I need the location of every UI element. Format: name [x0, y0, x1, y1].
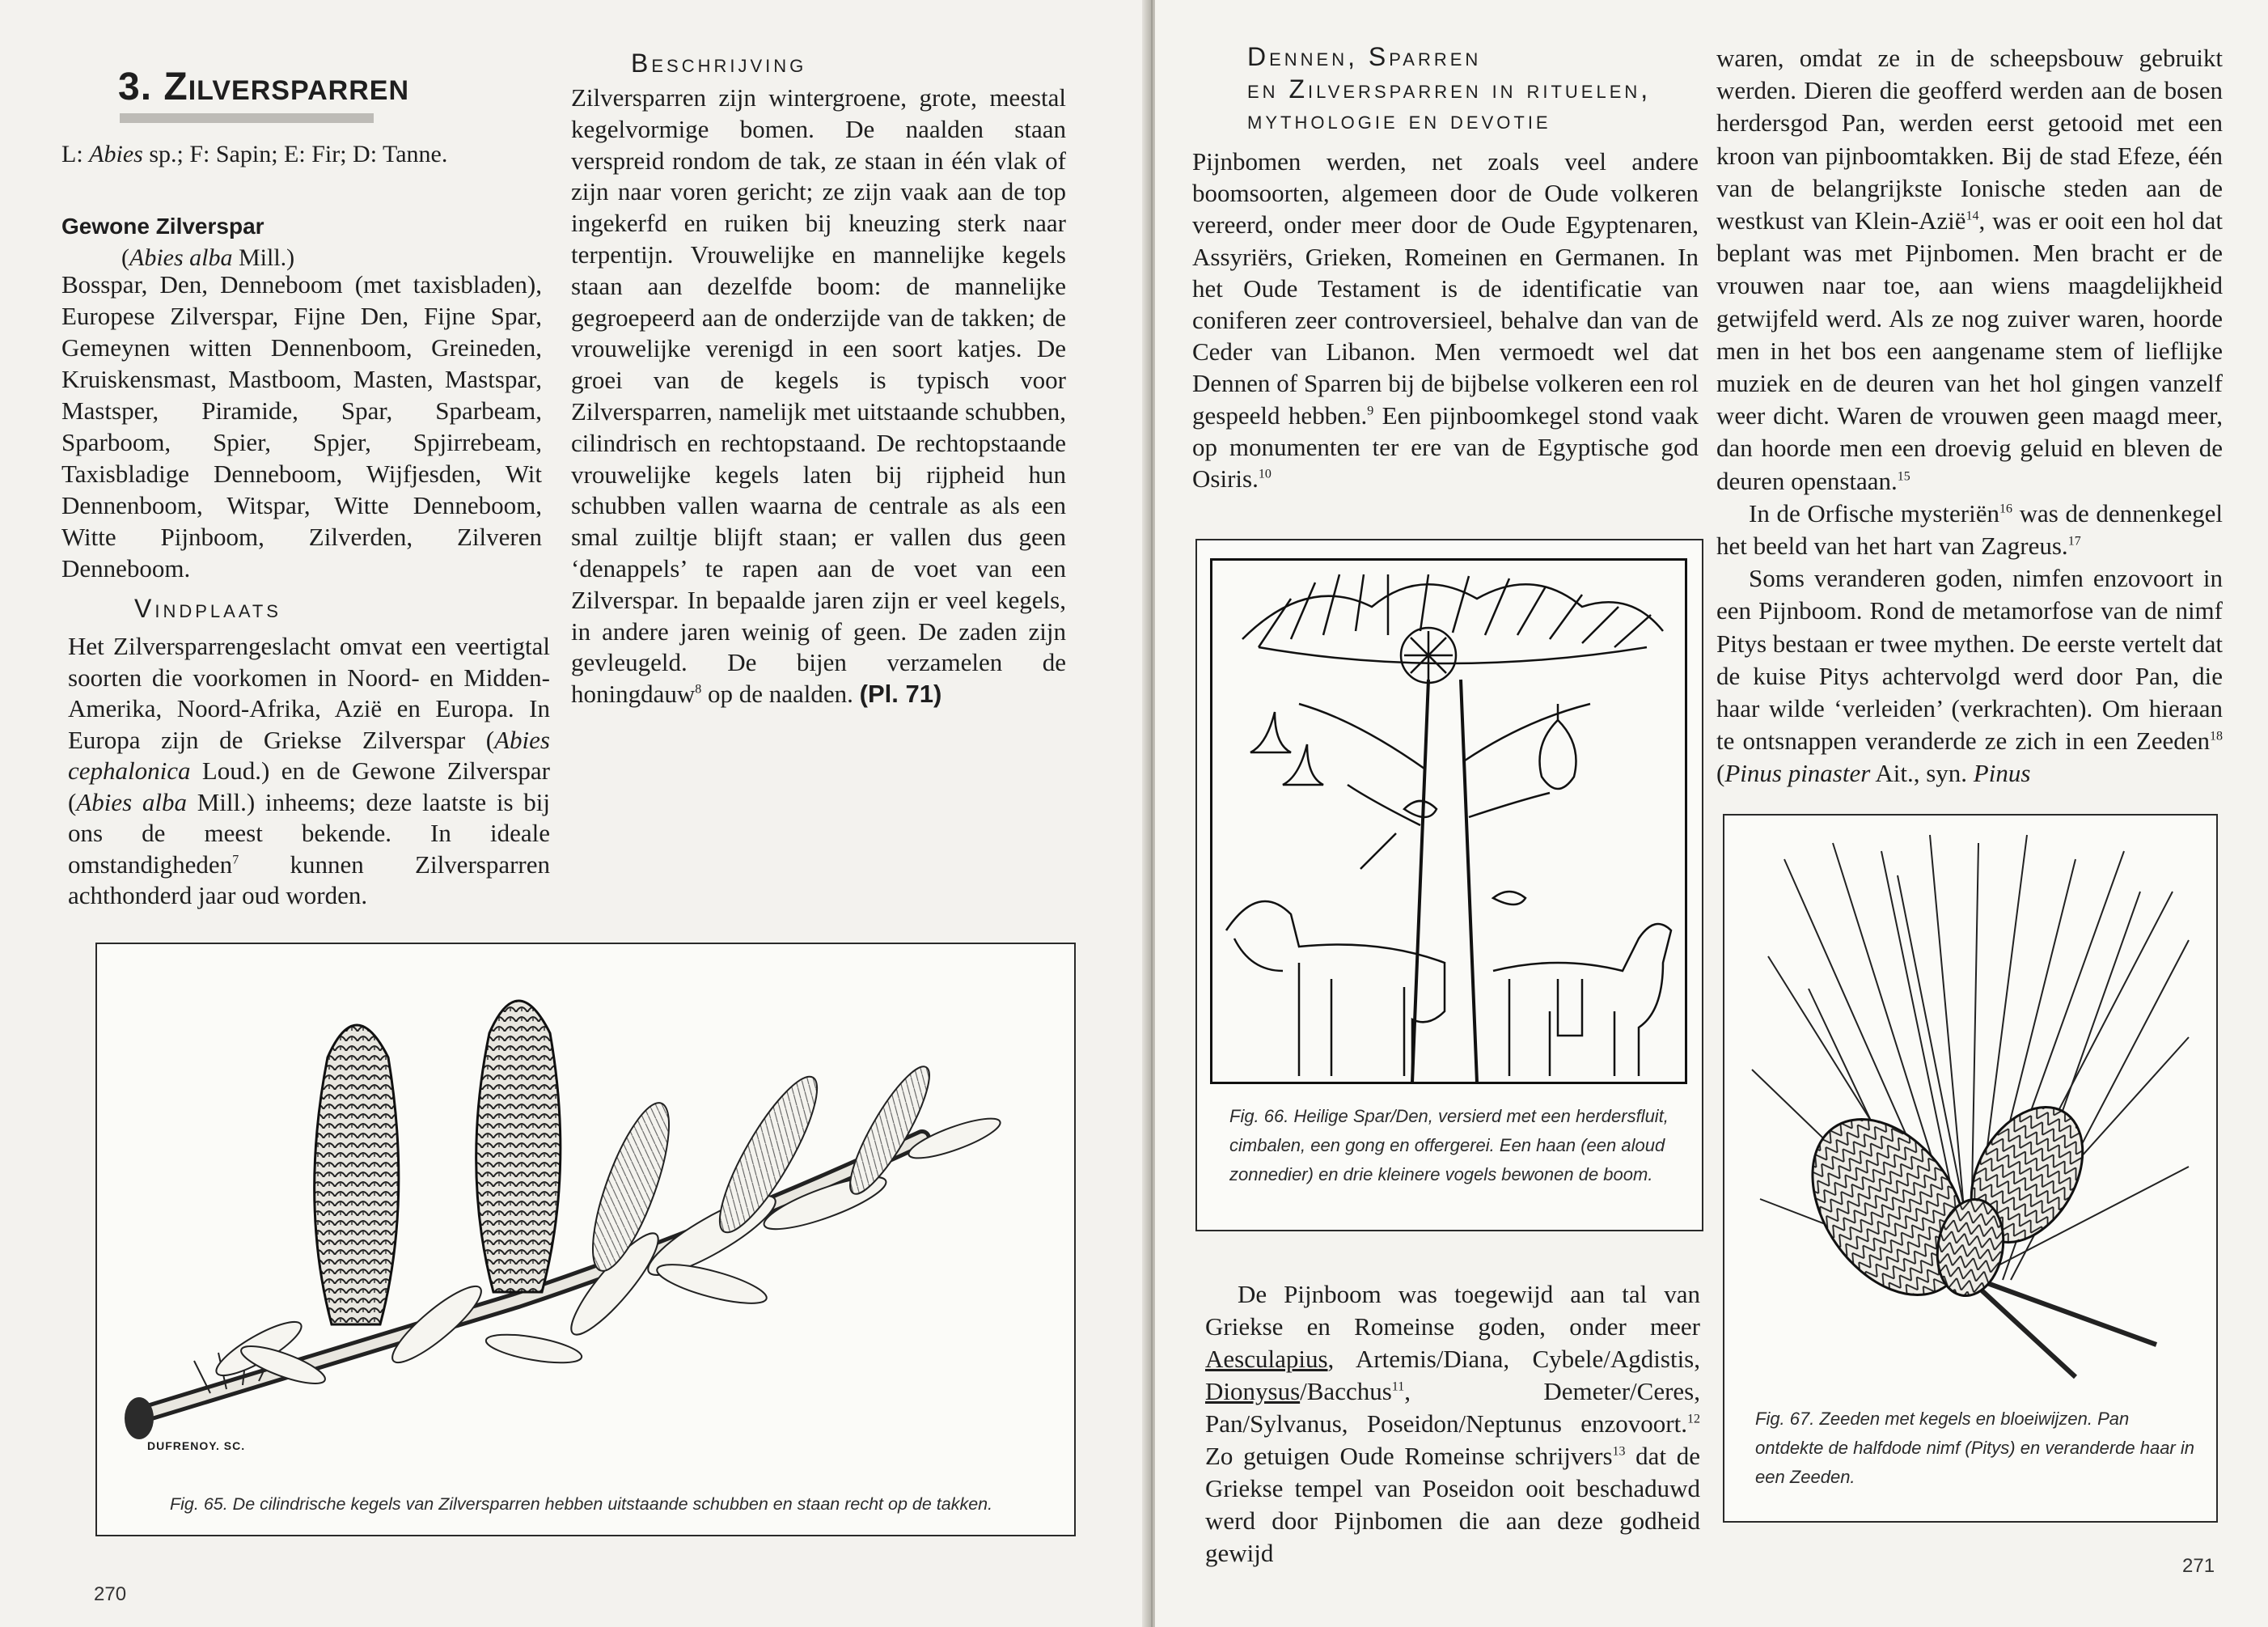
metamorphosis-text: Soms veranderen goden, nimfen enzovoort in een Pijnboom. Rond de metamorfose van de nimf Pitys bestaan er twee mythen. De eerste vertelt dat de kuise Pitys achtervolgd werd door Pan, die haar wilde ‘verleiden’ (verkrachten). Om hieraan te ontsnappen veranderde ze zich in een Zeeden$^{18}$ (Pinus pinaster Ait., syn. Pinus	[1716, 564, 2223, 788]
chapter-title: 3. Zilversparren	[118, 66, 410, 108]
ephesus-text: waren, omdat ze in de scheepsbouw gebruikt werden. Dieren die geofferd werden aan de bosen herdersgod Pan, werden eerst getooid met een kroon van pijnboomtakken. Bij de stad Efeze, één van de belangrijkste Ionische steden aan de westkust van Klein-Azië$^{14}$, was er ooit een hol dat beplant was met Pijnbomen. Men bracht er de vrouwen naar toe, aan wiens maagdelijkheid getwijfeld werd. Als ze nog zuiver waren, hoorde men in het bos een aangename stem of lieflijke muziek en de deuren van het hol gingen vanzelf weer dicht. Waren de vrouwen geen maagd meer, dan hoorde men een droevig geluid en bleven de deuren openstaan.$^{15}$	[1716, 44, 2223, 495]
chapter-title-underline	[120, 113, 374, 123]
vindplaats-text: Het Zilversparrengeslacht omvat een veertigtal soorten die voorkomen in Noord- en Midden-Amerika, Noord-Afrika, Azië en Europa. In Europa zijn de Griekse Zilverspar (Abies cephalonica Loud.) en de Gewone Zilverspar (Abies alba Mill.) inheems; deze laatste is bij ons de meest bekende. In ideale omstandigheden$^7$ kunnen Zilversparren achthonderd jaar oud worden.	[68, 632, 550, 909]
right-column-block	[1716, 42, 2223, 790]
figure-67-caption: Fig. 67. Zeeden met kegels en bloeiwijzen. Pan ontdekte de halfdode nimf (Pitys) en veranderde haar in een Zeeden.	[1755, 1409, 2194, 1487]
intro-text: Pijnbomen werden, net zoals veel andere boomsoorten, algemeen door de Oude volkeren vereerd, onder meer door de Oude Egyptenaren, Assyriërs, Grieken, Romeinen en Germanen. In het Oude Testament is de identificatie van coniferen zeer controversieel, behalve dan van de Ceder van Libanon. Men vermoedt wel dat Dennen of Sparren bij de bijbelse volkeren een rol gespeeld hebben.$^9$ Een pijnboomkegel stond vaak op monumenten ter ere van de Egyptische god Osiris.$^{10}$	[1192, 147, 1699, 494]
figure-65	[95, 943, 1076, 1536]
right-page	[1155, 0, 2268, 1627]
vernacular-names: Bosspar, Den, Denneboom (met taxisbladen), Europese Zilverspar, Fijne Den, Fijne Spar, Gemeynen witten Dennenboom, Greineden, Kruiskensmast, Mastboom, Masten, Mastspar, Mastsper, Piramide, Spar, Sparbeam, Sparboom, Spier, Spjer, Spjirrebeam, Taxisbladige Denneboom, Wijfjesden, Wit Dennenboom, Witspar, Witte Denneboom, Witte Pijnboom, Zilverden, Zilveren Denneboom.	[61, 270, 542, 583]
orphic-text: In de Orfische mysteriën$^{16}$ was de dennenkegel het beeld van het hart van Zagreus.$^{17}$	[1716, 498, 2223, 561]
section-heading-line-3: mythologie en devotie	[1247, 105, 1551, 134]
figure-66-caption: Fig. 66. Heilige Spar/Den, versierd met een herdersfluit, cimbalen, een gong en offergerei. Een haan (een aloud zonnedier) en drie kleinere vogels bewonen de boom.	[1229, 1106, 1669, 1184]
vernacular-names-block	[61, 269, 542, 584]
beschrijving-heading: Beschrijving	[631, 49, 807, 78]
vindplaats-block	[68, 631, 550, 912]
figure-65-caption: Fig. 65. De cilindrische kegels van Zilversparren hebben uitstaande schubben en staan recht op de takken.	[170, 1494, 993, 1514]
maritime-pine-illustration	[1736, 827, 2205, 1393]
sacred-fir-tree-illustration	[1210, 558, 1687, 1084]
species-heading: Gewone Zilverspar	[61, 214, 264, 239]
figure-67	[1723, 814, 2218, 1523]
vindplaats-heading: Vindplaats	[134, 594, 281, 623]
beschrijving-text: Zilversparren zijn wintergroene, grote, meestal kegelvormige bomen. De naalden staan verspreid rondom de tak, ze staan in één vlak of zijn naar voren gericht; ze zijn vaak aan de top ingekerfd en ruiken bij kneuzing sterk naar terpentijn. Vrouwelijke en mannelijke kegels staan aan dezelfde boom: de mannelijke gegroepeerd aan de onderzijde van de takken; de vrouwelijke verenigd in een soort katjes. De groei van de kegels is typisch voor Zilversparren, namelijk met uitstaande schubben, cilindrisch en rechtopstaand. De rechtopstaande vrouwelijke kegels laten bij rijpheid hun schubben vallen waarna de centrale as als een smal zuiltje blijft staan; er vallen dus geen ‘denappels’ te rapen aan de voet van een Zilverspar. In bepaalde jaren zijn er veel kegels, in andere jaren weinig of geen. De zaden zijn gevleugeld. De bijen verzamelen de honingdauw$^8$ op de naalden. (Pl. 71)	[571, 83, 1066, 709]
gods-text: De Pijnboom was toegewijd aan tal van Griekse en Romeinse goden, onder meer Aesculapius, Artemis/Diana, Cybele/Agdistis, Dionysus/Bacchus$^{11}$, Demeter/Ceres, Pan/Sylvanus, Poseidon/Neptunus enzovoort.$^{12}$ Zo getuigen Oude Romeinse schrijvers$^{13}$ dat de Griekse tempel van Poseidon ooit beschaduwd werd door Pijnbomen die aan deze godheid gewijd	[1205, 1280, 1700, 1567]
latin-names-line: L: Abies sp.; F: Sapin; E: Fir; D: Tanne.	[61, 141, 448, 167]
page-number-left: 270	[94, 1583, 127, 1605]
page-number-right: 271	[2182, 1555, 2215, 1577]
intro-block	[1192, 146, 1699, 494]
beschrijving-block	[571, 83, 1066, 710]
species-latin-name: (Abies alba Mill.)	[121, 244, 295, 271]
section-heading-line-1: Dennen, Sparren	[1247, 42, 1482, 71]
figure-66	[1195, 539, 1703, 1231]
gods-block	[1205, 1278, 1700, 1570]
section-heading-line-2: en Zilversparren in rituelen,	[1247, 74, 1652, 104]
engraver-signature: DUFRENOY. SC.	[147, 1439, 246, 1452]
fir-branch-cones-illustration	[97, 944, 1074, 1462]
